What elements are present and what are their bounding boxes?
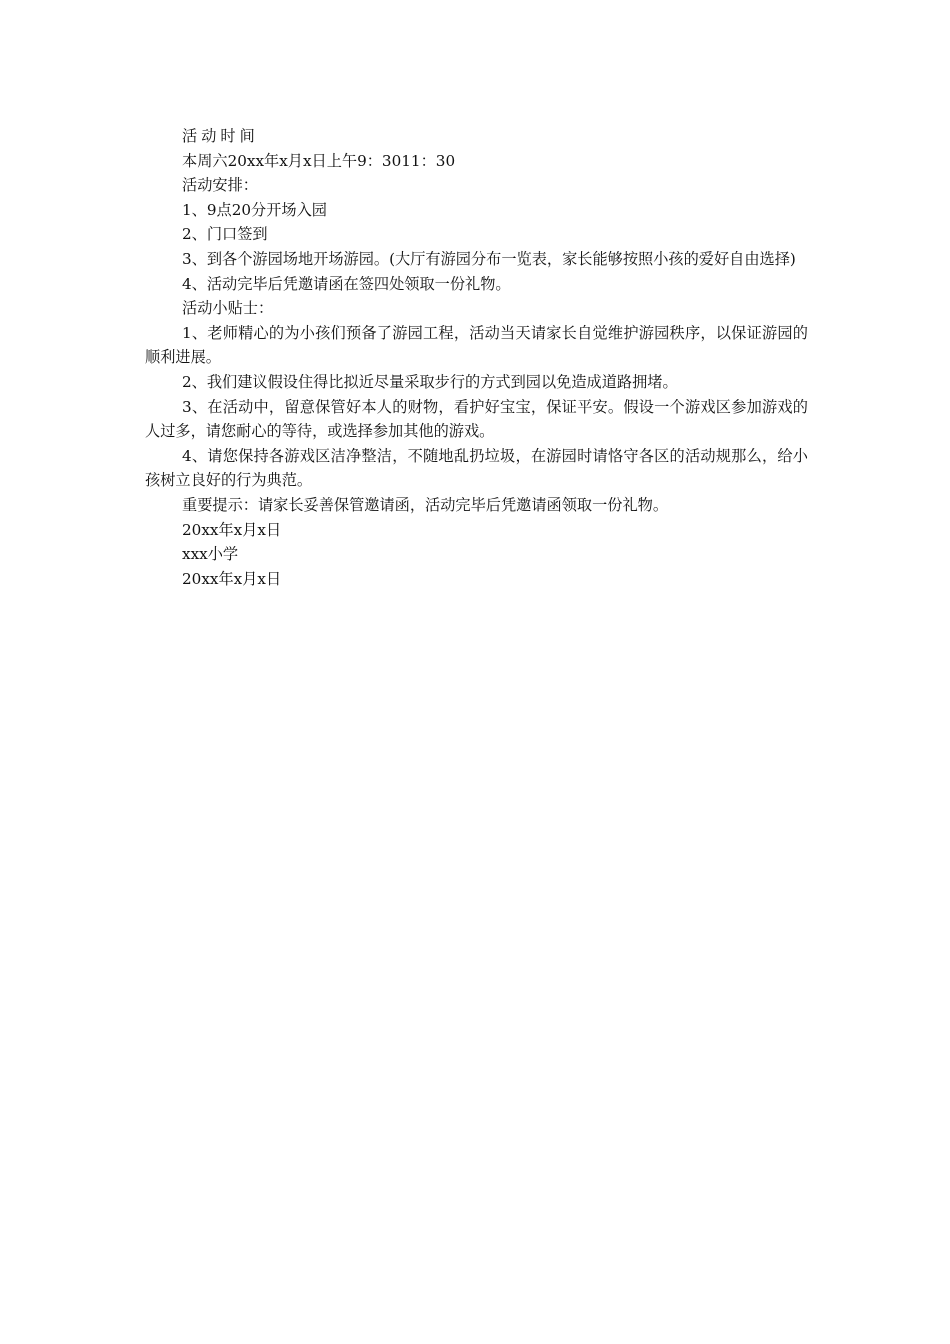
school-name: xxx小学 [182,545,239,564]
section-heading-schedule: 活动安排： [182,176,258,195]
tip-item-1: 1、老师精心的为小孩们预备了游园工程，活动当天请家长自觉维护游园秩序，以保证游园的顺利进展。 [145,323,808,367]
important-notice: 重要提示：请家长妥善保管邀请函，活动完毕后凭邀请函领取一份礼物。 [182,495,668,514]
tip-item-4: 4、请您保持各游戏区洁净整洁，不随地乱扔垃圾，在游园时请恪守各区的活动规那么，给小孩树立良好的行为典范。 [145,446,808,490]
schedule-item-1: 1、9点20分开场入园 [182,200,327,219]
schedule-item-4: 4、活动完毕后凭邀请函在签四处领取一份礼物。 [182,274,511,293]
schedule-item-2: 2、门口签到 [182,225,268,244]
tip-item-3: 3、在活动中，留意保管好本人的财物，看护好宝宝，保证平安。假设一个游戏区参加游戏的人过多，请您耐心的等待，或选择参加其他的游戏。 [145,397,808,441]
event-date-line: 本周六20xx年x月x日上午9：3011：30 [182,151,456,170]
tip-item-2: 2、我们建议假设住得比拟近尽量采取步行的方式到园以免造成道路拥堵。 [182,372,678,391]
section-heading-tips: 活动小贴士： [182,299,274,318]
section-heading-time: 活动时间 [182,127,259,145]
signature-date: 20xx年x月x日 [182,569,282,588]
schedule-item-3: 3、到各个游园场地开场游园。(大厅有游园分布一览表，家长能够按照小孩的爱好自由选择) [182,249,796,268]
document-body [145,124,808,591]
date-line: 20xx年x月x日 [182,520,282,539]
